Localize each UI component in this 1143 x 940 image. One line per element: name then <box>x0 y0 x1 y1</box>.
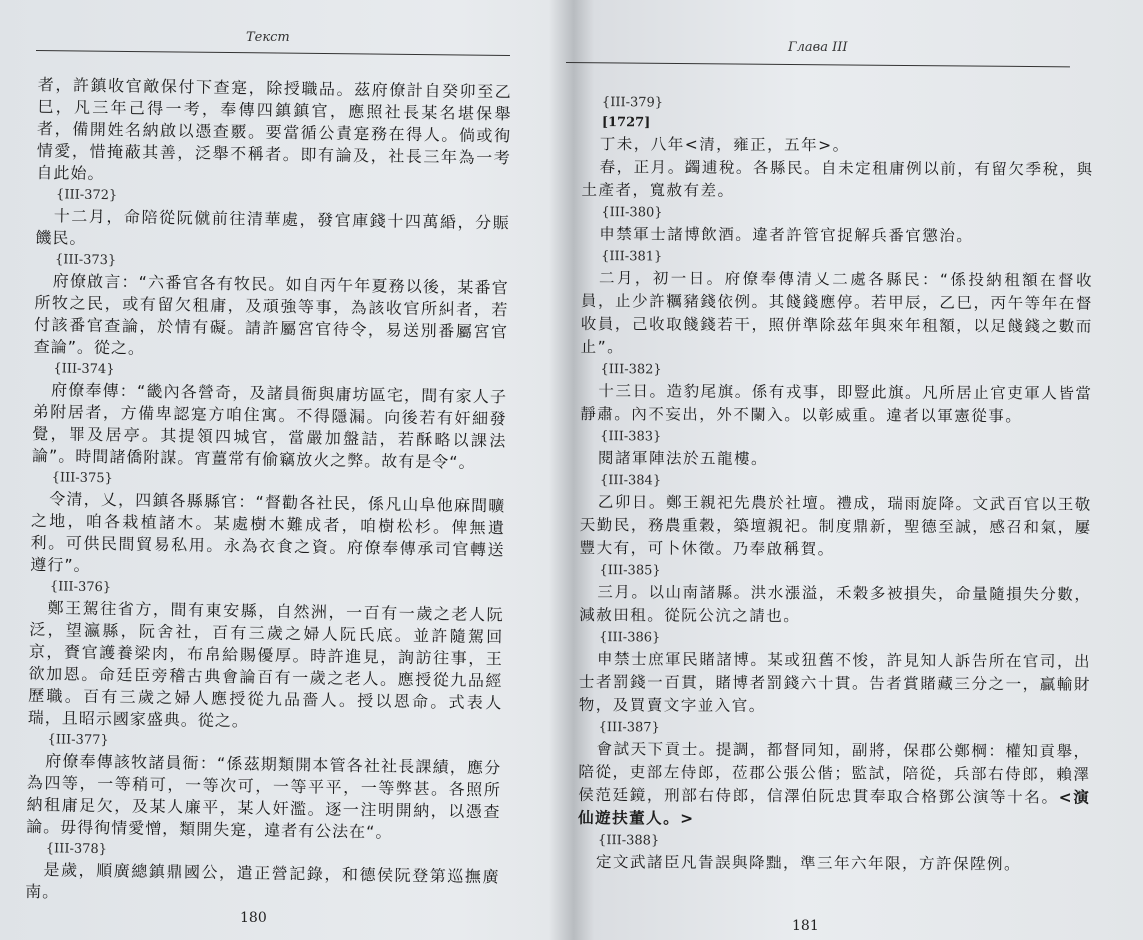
entry <box>578 718 1091 833</box>
right-page-body <box>578 92 1094 877</box>
entry <box>579 561 1091 630</box>
entry-text: 申禁軍士諸博飲酒。違者許管官捉解兵番官懲治。 <box>599 225 974 246</box>
entry <box>28 577 504 736</box>
entry-text-main: 會試天下貢士。提調，都督同知，副將，保郡公鄭棡：權知貢舉，陪從，吏部左侍郎，莅郡公張公偕；監試，陪從，兵部右侍郎，賴澤侯范廷鏡，刑部右侍郎，信澤伯阮忠貫奉取合格鄧公演等十名。 <box>578 740 1091 807</box>
entry-code: {III-375} <box>51 470 113 487</box>
entry-text: 十三日。造豹尾旗。係有戎事，即豎此旗。凡所居止官吏軍人皆當靜肅。內不妄出，外不闌入。以彰威重。違者以軍憲從事。 <box>580 382 1093 426</box>
year-marker: [1727] <box>601 115 651 131</box>
left-page <box>0 0 536 940</box>
entry-text: 府僚奉傳該牧諸員衙：“係茲期類開本管各社社長課績，應分為四等，一等稍可，一等次可，一等平平，一等弊甚。各照所納租庸足欠，及某人廉平，某人奸濫。逐一注明開納，以憑查論。毋得徇情愛憎，類開失寔，違者有公法在“。 <box>26 751 502 842</box>
entry-code: {III-384} <box>599 473 662 489</box>
entry <box>30 468 506 583</box>
entry <box>581 156 1093 205</box>
entry <box>582 93 1094 159</box>
entry-code: {III-378} <box>45 841 108 858</box>
entry-text: 丁未，八年<清，雍正，五年>。 <box>599 135 850 155</box>
entry-code: {III-386} <box>599 630 661 646</box>
entry-code: {III-376} <box>49 579 112 596</box>
entry-code: {III-382} <box>600 362 662 378</box>
entry <box>32 359 508 474</box>
entry-code: {III-385} <box>599 563 661 579</box>
page-number: 180 <box>240 910 267 926</box>
entry-text: 者，許鎮收官敵保付下查寔，除授職品。茲府僚計自癸卯至乙巳，凡三年己得一考，奉傳四鎮鎮官，應照社長某名堪保舉者，備開姓名納啟以憑查覈。要當循公責寔務在得人。倘或徇情愛，惜掩蔽其善，泛舉不稱者。即有論及，社長三年為一考自此始。 <box>36 74 512 184</box>
entry-code: {III-372} <box>55 187 118 204</box>
entry-text: 三月。以山南諸縣。洪水漲溢，禾穀多被損失，命量隨損失分數，減赦田租。從阮公沆之請也。 <box>579 583 1092 626</box>
entry-code: {III-377} <box>47 732 109 749</box>
entry-code: {III-374} <box>53 361 115 378</box>
running-head: Текст <box>246 30 290 45</box>
entry <box>26 730 502 845</box>
entry-text: 十二月，命陪從阮僦前往清華處，發官庫錢十四萬緍，分賑饑民。 <box>35 206 510 248</box>
entry <box>578 831 1090 877</box>
entry-text: 府僚奉傳：“畿內各營奇，及諸員衙與庸坊區宅，間有家人子弟附居者，方備卑認寔方咱住寓。不得隱漏。向後若有奸細發覺，罪及居亭。其提領四城官，當嚴加盤詰，若酥略以課法論”。時間諸僑附謀。宵薑常有偷竊放火之弊。故有是令“。 <box>31 380 508 472</box>
entry-code: {III-373} <box>54 252 117 269</box>
entry <box>34 250 510 365</box>
entry-text: 二月，初一日。府僚奉傳清乂二處各縣民：“係投納租額在督收員，止少許糲豬錢依例。其餞錢應停。若甲辰，乙巳，丙午等年在督收員，己收取餞錢若干，照併準除茲年與來年租額，以足餞錢之數而止”。 <box>580 269 1094 357</box>
header-rule <box>566 62 1070 67</box>
entry-code: {III-381} <box>601 249 663 265</box>
entry <box>581 247 1094 362</box>
entry <box>36 74 512 191</box>
entry-code: {III-388} <box>598 833 660 849</box>
entry-text: 府僚啟言：“六番官各有牧民。如自丙午年夏務以後，某番官所牧之民，或有留欠租庸，及頑強等事，為該收官所糾者，若付該番官查論，於情有礙。請許屬宮官待令，易送別番屬宮官查論”。從之。 <box>33 271 509 358</box>
left-page-body <box>25 74 512 910</box>
entry-text: 令清，乂，四鎮各縣縣官：“督勸各社民，係凡山阜他麻間曠之地，咱各栽植諸木。某處樹木難成者，咱樹松杉。俾無遺利。可供民間貿易私用。永為衣食之資。府僚奉傳承司官轉送遵行”。 <box>30 489 506 575</box>
right-page <box>540 0 1143 940</box>
running-head: Глава III <box>788 40 848 55</box>
entry <box>35 185 510 256</box>
entry-code: {III-380} <box>601 205 663 221</box>
entry-text: 春，正月。蠲逋稅。各縣民。自未定租庸例以前，有留欠季稅，與土產者，寬赦有差。 <box>581 158 1094 200</box>
entry <box>579 628 1091 720</box>
entry <box>580 360 1092 429</box>
entry-text: 定文武諸臣凡眚誤與降黜，準三年六年限，方許保陞例。 <box>595 853 1022 874</box>
page-number: 181 <box>792 918 819 934</box>
entry <box>580 471 1092 563</box>
entry-text: 閱諸軍陣法於五龍樓。 <box>598 449 769 468</box>
entry-text-note: <演仙遊扶董人。> <box>578 788 1091 828</box>
entry-text: 是歲，順廣總鎮鼎國公，遣正營記錄，和德侯阮登第巡撫廣南。 <box>25 860 500 902</box>
entry-text: 乙卯日。鄭王親祀先農於社壇。禮成，瑞雨旋降。文武百官以王敬天勤民，務農重穀，築壇親祀。制度鼎新，聖德至誠，感召和氣，屢豐大有，可卜休徵。乃奉啟稱賀。 <box>579 493 1092 559</box>
entry-text: 鄭王駕往省方，間有東安縣，自然洲，一百有一歲之老人阮泛，望瀛縣，阮舍社，百有三歲之婦人阮氏底。並許隨駕回京，賚官護養梁肉，布帛給賜優厚。時許進見，詢訪往事，王欲加恩。命廷臣旁稽古典會論百有一歲之老人。應授從九品經歷職。百有三歲之婦人應授從九品嗇人。授以恩命。式表人瑞，且昭示國家盛典。從之。 <box>27 598 504 731</box>
entry <box>580 427 1092 473</box>
entry-code: {III-379} <box>601 95 664 111</box>
header-rule <box>36 50 510 56</box>
entry <box>25 839 500 910</box>
entry-text: 申禁士庶軍民賭諸博。某或狃舊不悛，許見知人訴告所在官司，出士者罰錢一百貫，賭博者罰錢六十貫。告者賞賭藏三分之一，贏輸財物，及買賣文字並入官。 <box>578 650 1092 715</box>
entry-code: {III-387} <box>598 720 660 736</box>
entry-code: {III-383} <box>600 429 662 445</box>
entry-text <box>578 738 1090 833</box>
entry <box>581 203 1093 249</box>
